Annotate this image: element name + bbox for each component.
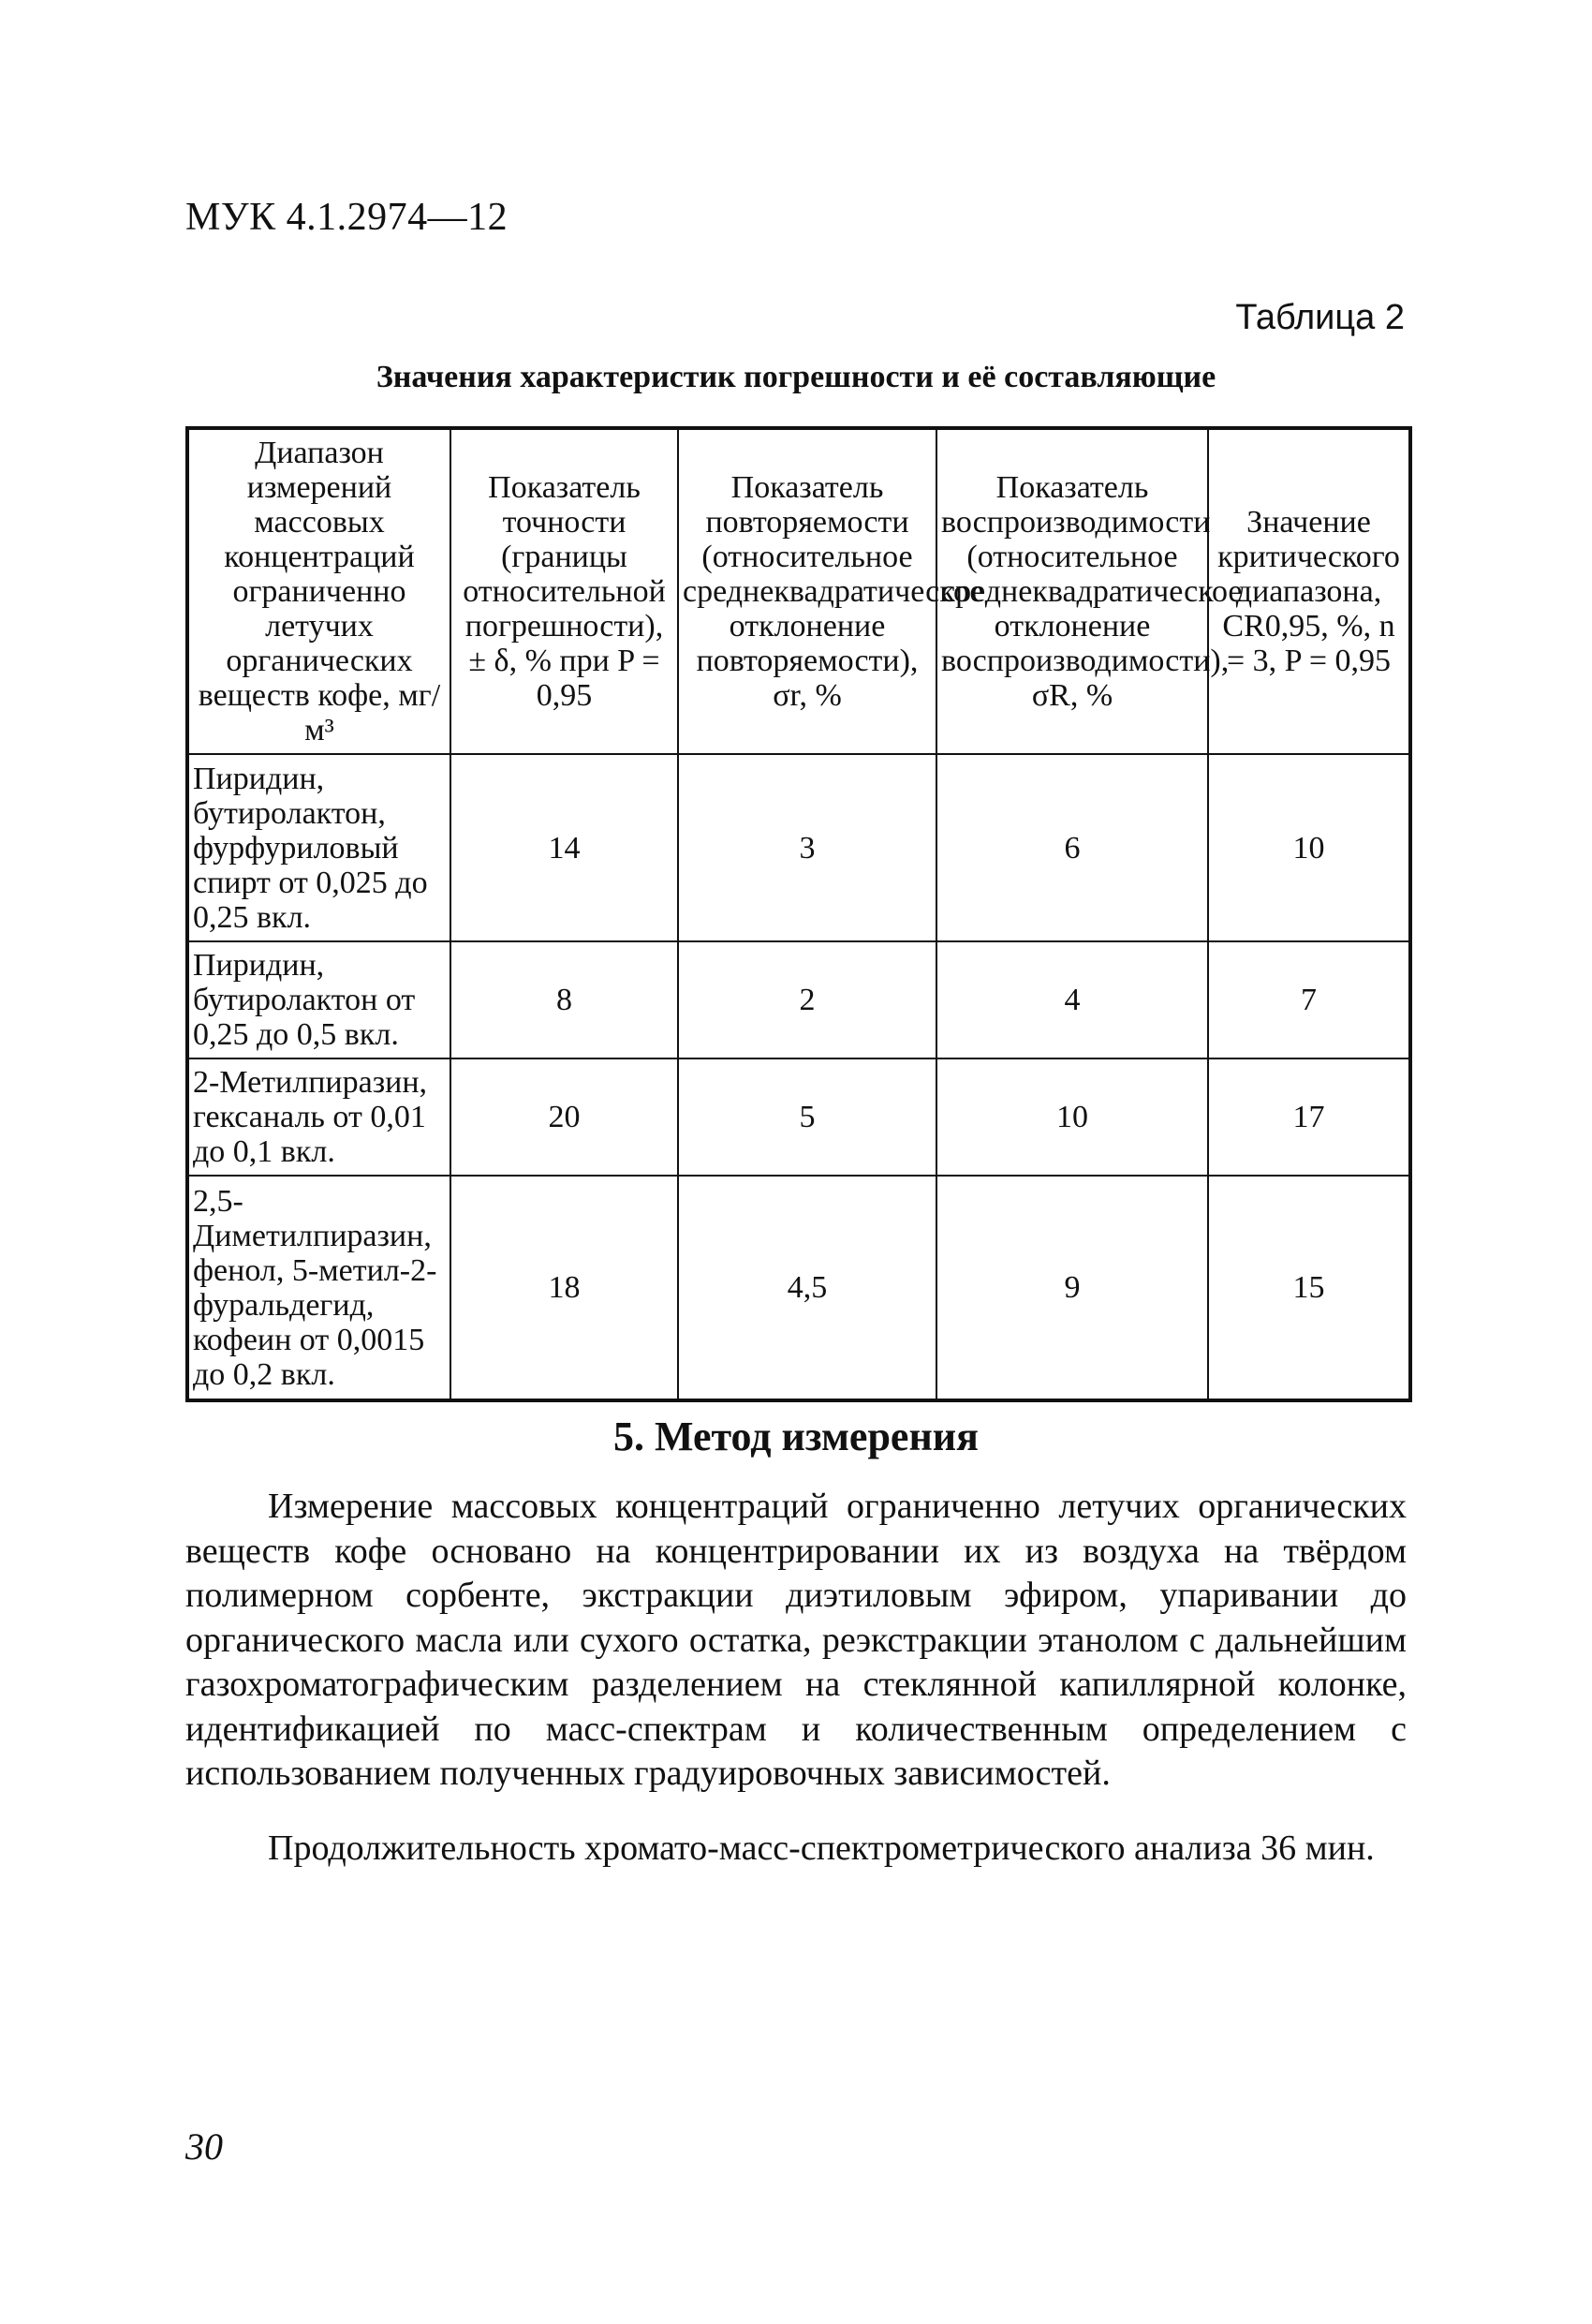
body-paragraph: Продолжительность хромато-масс-спектрометрического анализа 36 мин. xyxy=(268,1828,1375,1868)
cell-range: Пиридин, бутиролактон от 0,25 до 0,5 вкл. xyxy=(187,941,450,1058)
cell-range: 2,5-Диметилпиразин, фенол, 5-метил-2-фуральдегид, кофеин от 0,0015 до 0,2 вкл. xyxy=(187,1176,450,1400)
column-header-critical-range: Значение критического диапазона, CR0,95, %, n = 3, P = 0,95 xyxy=(1208,428,1410,754)
page-number: 30 xyxy=(185,2125,223,2168)
cell-repeatability: 5 xyxy=(678,1058,936,1176)
cell-repeatability: 2 xyxy=(678,941,936,1058)
cell-accuracy: 14 xyxy=(450,754,678,941)
cell-repeatability: 4,5 xyxy=(678,1176,936,1400)
cell-critical-range: 7 xyxy=(1208,941,1410,1058)
cell-range: Пиридин, бутиролактон, фурфуриловый спирт от 0,025 до 0,25 вкл. xyxy=(187,754,450,941)
cell-accuracy: 8 xyxy=(450,941,678,1058)
cell-range: 2-Метилпиразин, гексаналь от 0,01 до 0,1 вкл. xyxy=(187,1058,450,1176)
table-row xyxy=(187,941,1410,1058)
body-paragraph: Измерение массовых концентраций ограниченно летучих органических веществ кофе основано на концентрировании их из воздуха на твёрдом полимерном сорбенте, экстракции диэтиловым эфиром, упаривании до органического масла или сухого остатка, реэкстракции этанолом с дальнейшим газохроматографическим разделением на стеклянной капиллярной колонке, идентификацией по масс-спектрам и количественным определением с использованием полученных градуировочных зависимостей. xyxy=(185,1487,1407,1793)
cell-reproducibility: 6 xyxy=(936,754,1208,941)
table-row xyxy=(187,1176,1410,1400)
cell-critical-range: 10 xyxy=(1208,754,1410,941)
cell-reproducibility: 9 xyxy=(936,1176,1208,1400)
cell-critical-range: 17 xyxy=(1208,1058,1410,1176)
table-label: Таблица 2 xyxy=(1235,298,1405,337)
error-characteristics-table xyxy=(185,426,1412,1402)
table-caption: Значения характеристик погрешности и её составляющие xyxy=(376,360,1216,394)
column-header-accuracy: Показатель точности (границы относительной погрешности), ± δ, % при P = 0,95 xyxy=(450,428,678,754)
document-code: МУК 4.1.2974—12 xyxy=(185,196,509,239)
column-header-range: Диапазон измерений массовых концентраций ограниченно летучих органических веществ кофе, мг/м³ xyxy=(187,428,450,754)
table-row xyxy=(187,1058,1410,1176)
section-title: 5. Метод измерения xyxy=(613,1414,979,1459)
cell-accuracy: 18 xyxy=(450,1176,678,1400)
column-header-repeatability: Показатель повторяемости (относительное среднеквадратическое отклонение повторяемости), σr, % xyxy=(678,428,936,754)
table-header-row xyxy=(187,428,1410,754)
cell-reproducibility: 10 xyxy=(936,1058,1208,1176)
table-row xyxy=(187,754,1410,941)
column-header-reproducibility: Показатель воспроизводимости (относительное среднеквадратическое отклонение воспроизводимости), σR, % xyxy=(936,428,1208,754)
cell-critical-range: 15 xyxy=(1208,1176,1410,1400)
cell-accuracy: 20 xyxy=(450,1058,678,1176)
cell-reproducibility: 4 xyxy=(936,941,1208,1058)
cell-repeatability: 3 xyxy=(678,754,936,941)
